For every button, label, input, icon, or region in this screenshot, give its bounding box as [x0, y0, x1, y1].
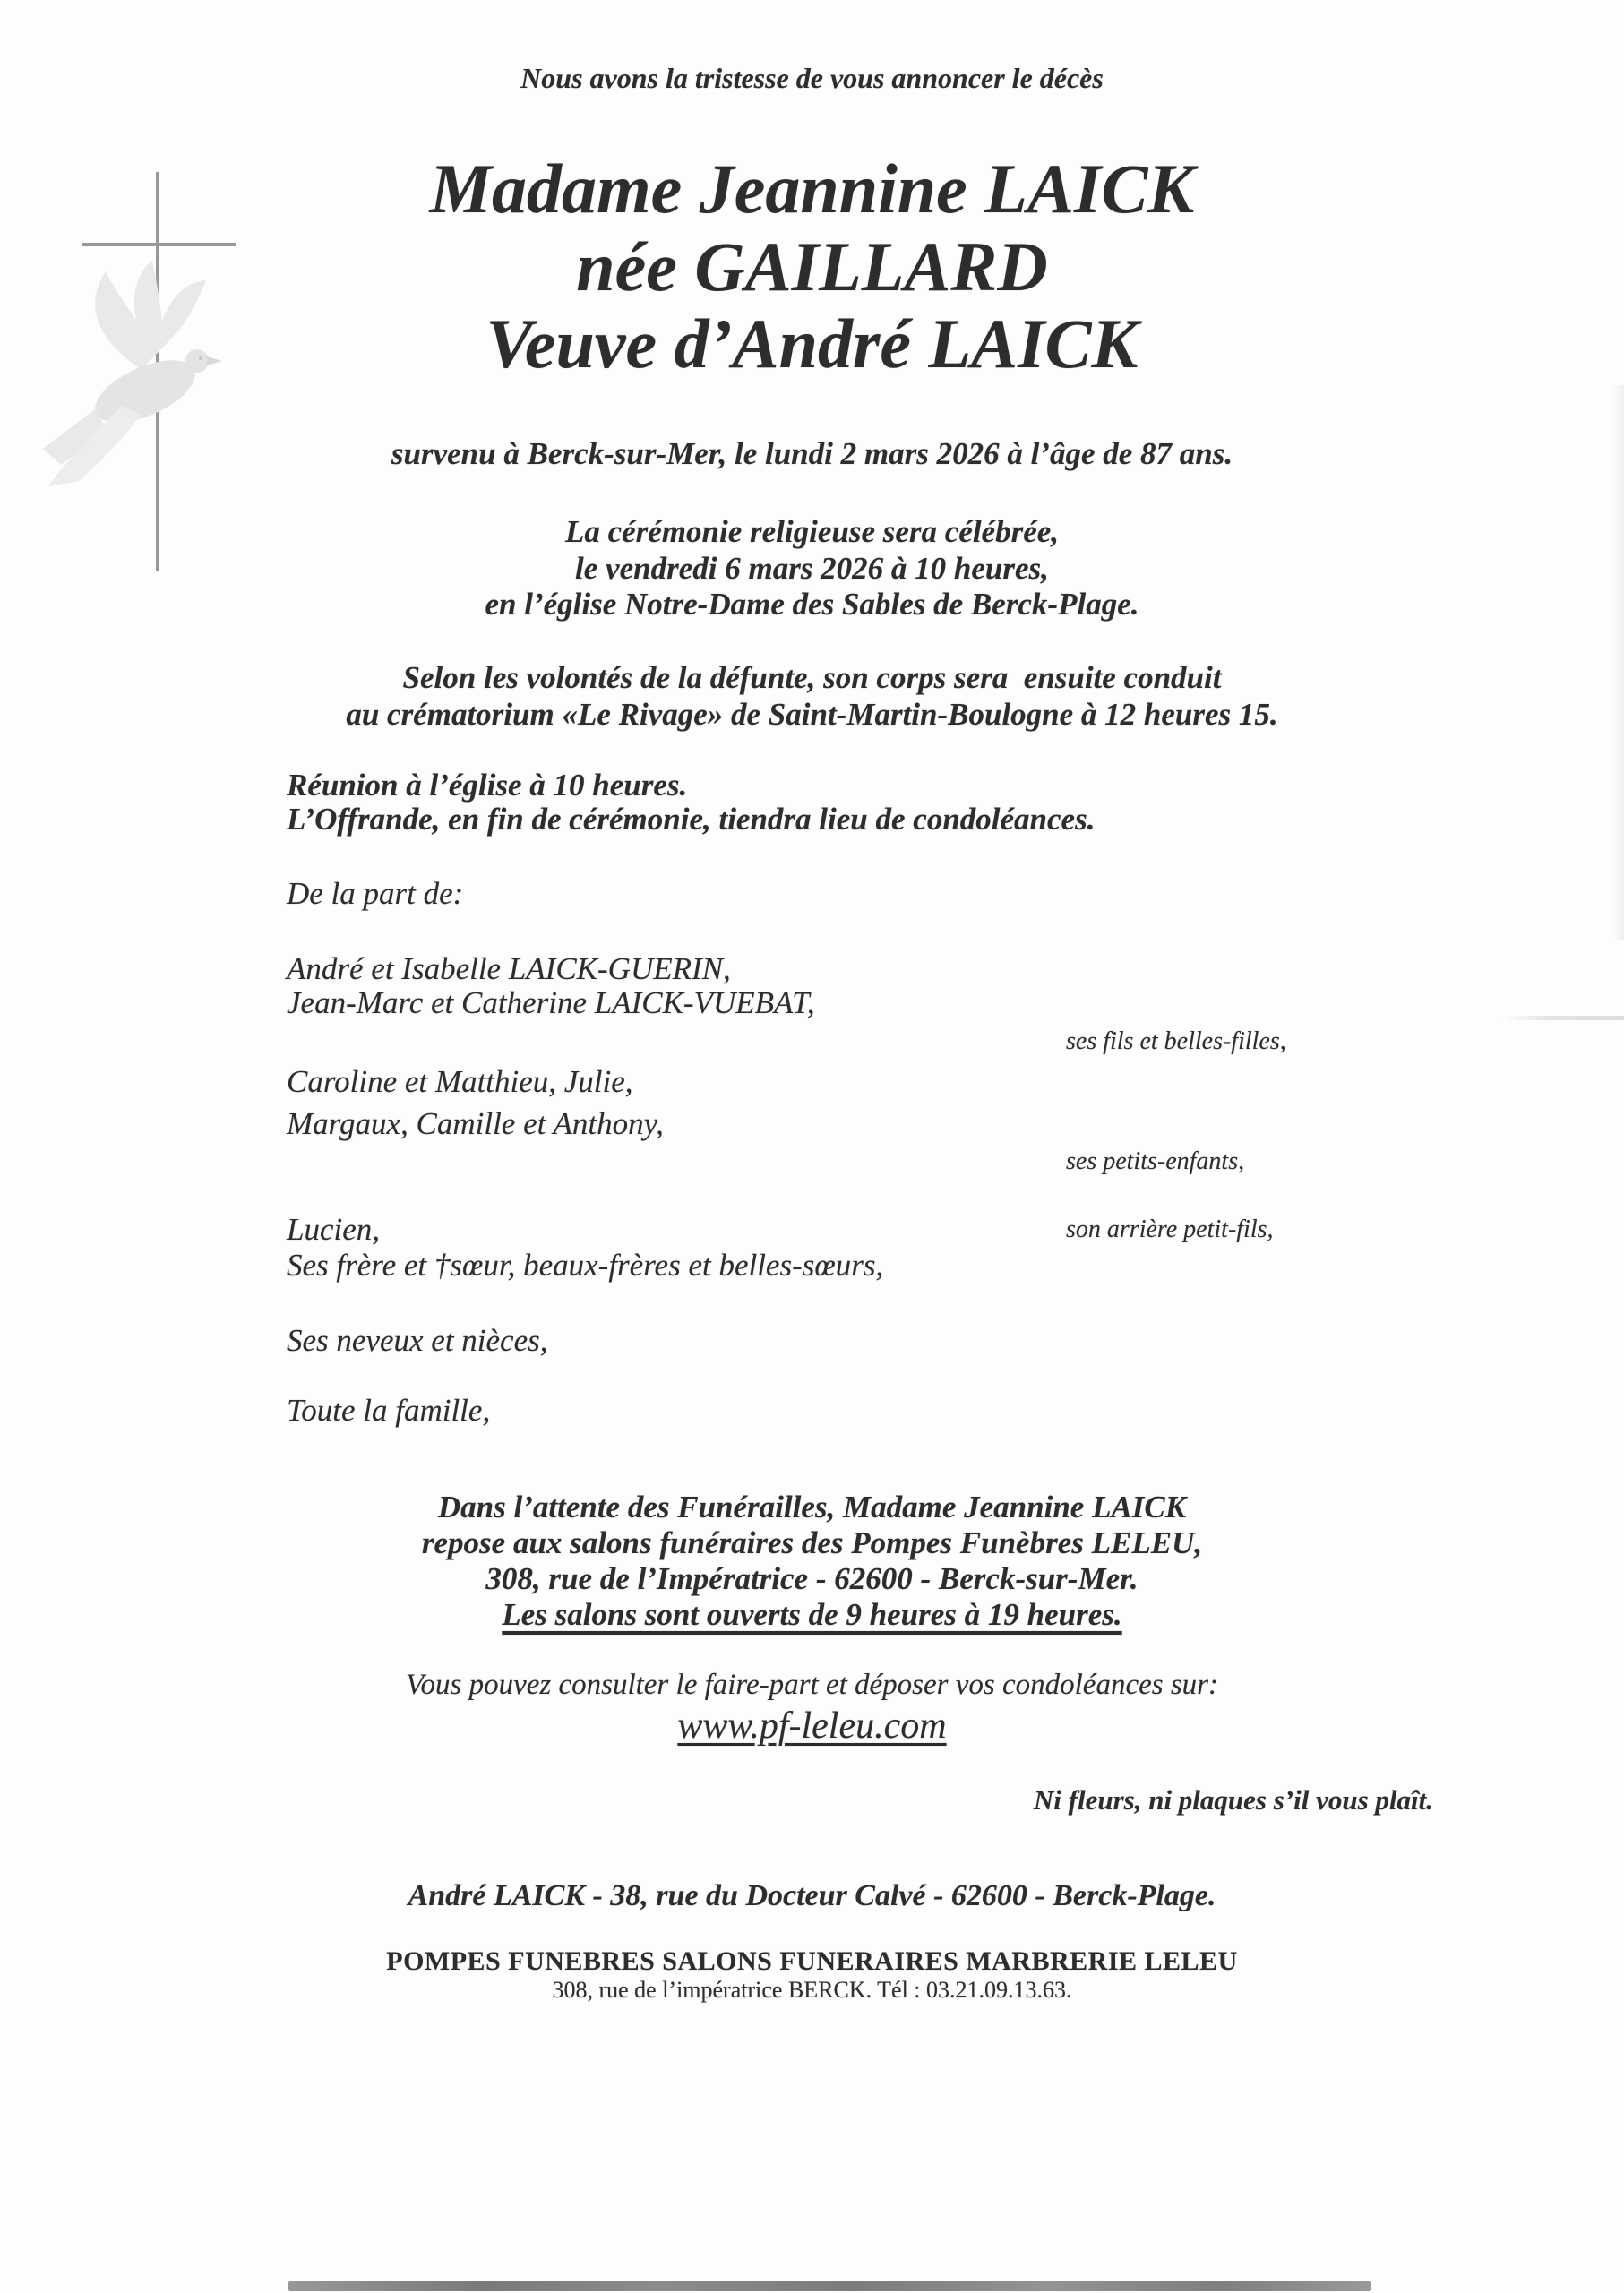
website-link: www.pf-leleu.com — [677, 1705, 947, 1747]
repose-line-1: Dans l’attente des Funérailles, Madame Jeannine LAICK — [437, 1490, 1187, 1524]
ceremony-line-1: La cérémonie religieuse sera célébrée, — [564, 514, 1060, 549]
meeting-line: Réunion à l’église à 10 heures. — [287, 768, 688, 803]
condolences-intro: Vous pouvez consulter le faire-part et déposer vos condoléances sur: — [405, 1669, 1219, 1701]
grandchildren-relation-label: ses petits-enfants, — [1066, 1147, 1245, 1175]
scan-artifact-bar — [288, 2281, 1371, 2291]
company-name: POMPES FUNEBRES SALONS FUNERAIRES MARBRERIE LELEU — [386, 1946, 1238, 1976]
death-details: survenu à Berck-sur-Mer, le lundi 2 mars 2026 à l’âge de 87 ans. — [391, 436, 1233, 471]
repose-line-3: 308, rue de l’Impératrice - 62600 - Berck-sur-Mer. — [485, 1561, 1139, 1596]
ceremony-line-2: le vendredi 6 mars 2026 à 10 heures, — [575, 551, 1049, 586]
widow-line: Veuve d’André LAICK — [485, 305, 1139, 382]
grandchildren-line-2: Margaux, Camille et Anthony, — [287, 1106, 664, 1141]
grandchildren-line-1: Caroline et Matthieu, Julie, — [287, 1064, 633, 1099]
siblings-line: Ses frère et †sœur, beaux-frères et belles-sœurs, — [287, 1248, 884, 1283]
maiden-name: née GAILLARD — [576, 228, 1048, 305]
opening-hours-line: Les salons sont ouverts de 9 heures à 19 heures. — [502, 1597, 1122, 1632]
scan-edge-shade — [1613, 385, 1624, 940]
offering-line: L’Offrande, en fin de cérémonie, tiendra lieu de condoléances. — [287, 802, 1096, 837]
no-flowers-line: Ni fleurs, ni plaques s’il vous plaît. — [1033, 1784, 1433, 1816]
sons-relation-label: ses fils et belles-filles, — [1066, 1027, 1286, 1055]
ceremony-line-3: en l’église Notre-Dame des Sables de Berck-Plage. — [485, 587, 1139, 622]
repose-line-2: repose aux salons funéraires des Pompes Funèbres LELEU, — [421, 1525, 1203, 1560]
whole-family-line: Toute la famille, — [287, 1393, 491, 1428]
company-address: 308, rue de l’impératrice BERCK. Tél : 03.21.09.13.63. — [552, 1977, 1072, 2003]
cremation-line-1: Selon les volontés de la défunte, son corps sera ensuite conduit — [402, 660, 1222, 695]
family-heading: De la part de: — [287, 876, 464, 911]
contact-line: André LAICK - 38, rue du Docteur Calvé - 62600 - Berck-Plage. — [408, 1879, 1216, 1912]
intro-line: Nous avons la tristesse de vous annoncer le décès — [520, 62, 1104, 94]
cremation-line-2: au crématorium «Le Rivage» de Saint-Martin-Boulogne à 12 heures 15. — [346, 697, 1278, 732]
great-grandson-name: Lucien, — [287, 1212, 381, 1247]
sons-line-2: Jean-Marc et Catherine LAICK-VUEBAT, — [287, 985, 815, 1020]
sons-line-1: André et Isabelle LAICK-GUERIN, — [287, 951, 731, 986]
deceased-name: Madame Jeannine LAICK — [429, 150, 1195, 228]
nephews-line: Ses neveux et nièces, — [287, 1323, 548, 1358]
great-grandson-relation-label: son arrière petit-fils, — [1066, 1215, 1274, 1243]
scan-streak — [1503, 1016, 1624, 1020]
